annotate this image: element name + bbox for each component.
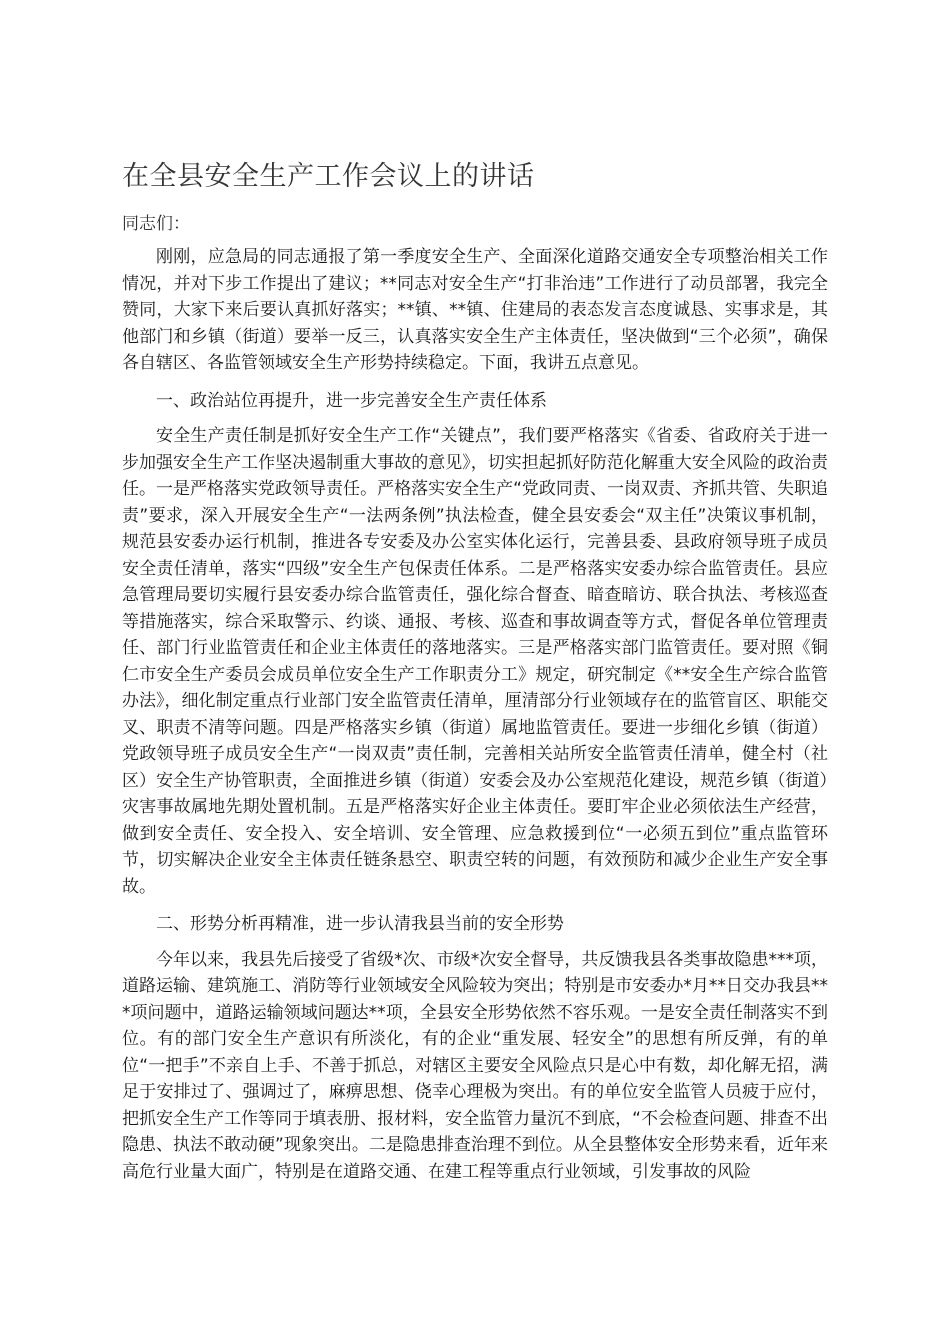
intro-paragraph: 刚刚，应急局的同志通报了第一季度安全生产、全面深化道路交通安全专项整治相关工作情况，并对下步工作提出了建议；**同志对安全生产“打非治违”工作进行了动员部署，我完全赞同，大家下来后要认真抓好落实；**镇、**镇、住建局的表态发言态度诚恳、实事求是，其他部门和乡镇（街道）要举一反三，认真落实安全生产主体责任，坚决做到“三个必须”，确保各自辖区、各监管领域安全生产形势持续稳定。下面，我讲五点意见。 [122,247,828,373]
section-paragraph-1: 安全生产责任制是抓好安全生产工作“关键点”，我们要严格落实《省委、省政府关于进一步加强安全生产工作坚决遏制重大事故的意见》，切实担起抓好防范化解重大安全风险的政治责任。一是严格落实党政领导责任。严格落实安全生产“党政同责、一岗双责、齐抓共管、失职追责”要求，深入开展安全生产“一法两条例”执法检查，健全县安委会“双主任”决策议事机制，规范县安委办运行机制，推进各专安委及办公室实体化运行，完善县委、县政府领导班子成员安全责任清单，落实“四级”安全生产包保责任体系。二是严格落实安委办综合监管责任。县应急管理局要切实履行县安委办综合监管责任，强化综合督查、暗查暗访、联合执法、考核巡查等措施落实，综合采取警示、约谈、通报、考核、巡查和事故调查等方式，督促各单位管理责任、部门行业监管责任和企业主体责任的落地落实。三是严格落实部门监管责任。要对照《铜仁市安全生产委员会成员单位安全生产工作职责分工》规定，研究制定《**安全生产综合监管办法》，细化制定重点行业部门安全监管责任清单，厘清部分行业领域存在的监管盲区、职能交叉、职责不清等问题。四是严格落实乡镇（街道）属地监管责任。要进一步细化乡镇（街道）党政领导班子成员安全生产“一岗双责”责任制，完善相关站所安全监管责任清单，健全村（社区）安全生产协管职责，全面推进乡镇（街道）安委会及办公室规范化建设，规范乡镇（街道）灾害事故属地先期处置机制。五是严格落实好企业主体责任。要盯牢企业必须依法生产经营，做到安全责任、安全投入、安全培训、安全管理、应急救援到位“一必须五到位”重点监管环节，切实解决企业安全主体责任链条悬空、职责空转的问题，有效预防和减少企业生产安全事故。 [122,426,828,897]
section-paragraph-2: 今年以来，我县先后接受了省级*次、市级*次安全督导，共反馈我县各类事故隐患***项，道路运输、建筑施工、消防等行业领域安全风险较为突出；特别是市安委办*月**日交办我县***项问题中，道路运输领域问题达**项，全县安全形势依然不容乐观。一是安全责任制落实不到位。有的部门安全生产意识有所淡化，有的企业“重发展、轻安全”的思想有所反弹，有的单位“一把手”不亲自上手、不善于抓总，对辖区主要安全风险点只是心中有数，却化解无招，满足于安排过了、强调过了，麻痹思想、侥幸心理极为突出。有的单位安全监管人员疲于应付，把抓安全生产工作等同于填表册、报材料，安全监管力量沉不到底，“不会检查问题、排查不出隐患、执法不敢动硬”现象突出。二是隐患排查治理不到位。从全县整体安全形势来看，近年来高危行业量大面广，特别是在道路交通、在建工程等重点行业领域，引发事故的风险 [122,949,828,1182]
document-title: 在全县安全生产工作会议上的讲话 [122,161,535,192]
greeting: 同志们： [122,214,190,234]
document-body [122,244,828,1185]
section-heading-2: 二、形势分析再精准，进一步认清我县当前的安全形势 [156,914,564,934]
section-heading-1: 一、政治站位再提升，进一步完善安全生产责任体系 [156,390,547,411]
